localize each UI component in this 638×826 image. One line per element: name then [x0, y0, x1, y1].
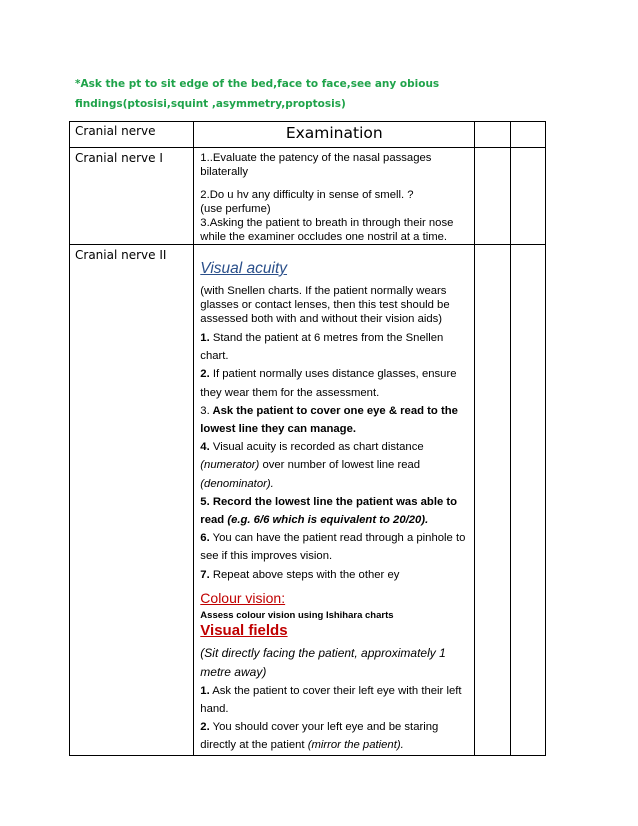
exam-step: Assess colour vision using Ishihara charts [200, 609, 394, 621]
table-header-row [70, 122, 546, 148]
empty-cell [475, 245, 510, 756]
exam-step: 3. Ask the patient to cover one eye & read to the lowest line they can manage. [200, 404, 458, 436]
exam-step: 6. You can have the patient read through a pinhole to see if this improves vision. [200, 532, 466, 563]
instruction-note: *Ask the pt to sit edge of the bed,face to face,see any obious findings(ptosisi,squint ,asymmetry,proptosis) [75, 78, 440, 110]
examination-cell [194, 245, 475, 756]
nerve-name: Cranial nerve I [70, 148, 194, 245]
colour-vision-heading: Colour vision: [200, 589, 286, 606]
exam-step: 2. You should cover your left eye and be staring directly at the patient (mirror the patient). [200, 721, 439, 752]
examination-cell [194, 148, 475, 245]
exam-step: 4. Visual acuity is recorded as chart distance (numerator) over number of lowest line read (denominator). [200, 441, 424, 490]
exam-step: (Sit directly facing the patient, approximately 1 metre away) [200, 645, 446, 679]
visual-fields-heading: Visual fields [200, 621, 288, 639]
exam-step: 1..Evaluate the patency of the nasal passages bilaterally [200, 152, 432, 178]
exam-step: 7. Repeat above steps with the other ey [200, 568, 400, 581]
empty-cell [475, 148, 510, 245]
nerve-name: Cranial nerve II [70, 245, 194, 756]
header-empty-cell [475, 122, 510, 148]
exam-step: 2. If patient normally uses distance glasses, ensure they wear them for the assessment. [200, 368, 457, 399]
exam-step: 1. Stand the patient at 6 metres from the Snellen chart. [200, 332, 444, 363]
visual-acuity-heading: Visual acuity [200, 260, 288, 277]
exam-step: (use perfume) [200, 203, 271, 215]
header-empty-cell [510, 122, 545, 148]
header-examination: Examination [194, 122, 475, 148]
exam-step: 1. Ask the patient to cover their left eye with their left hand. [200, 684, 462, 716]
empty-cell [510, 245, 545, 756]
header-cranial-nerve: Cranial nerve [70, 122, 194, 148]
empty-cell [510, 148, 545, 245]
exam-step: 3.Asking the patient to breath in through their nose while the examiner occludes one nostril at a time. [200, 217, 454, 243]
table-row [70, 245, 546, 756]
exam-step: 2.Do u hv any difficulty in sense of smell. ? [200, 189, 414, 201]
table-row [70, 148, 546, 245]
exam-step: 5. Record the lowest line the patient was able to read (e.g. 6/6 which is equivalent to 20/20). [200, 495, 458, 527]
cranial-nerve-exam-table [69, 121, 546, 756]
exam-step: (with Snellen charts. If the patient normally wears glasses or contact lenses, then this test should be assessed both with and without their vision aids) [200, 285, 450, 325]
